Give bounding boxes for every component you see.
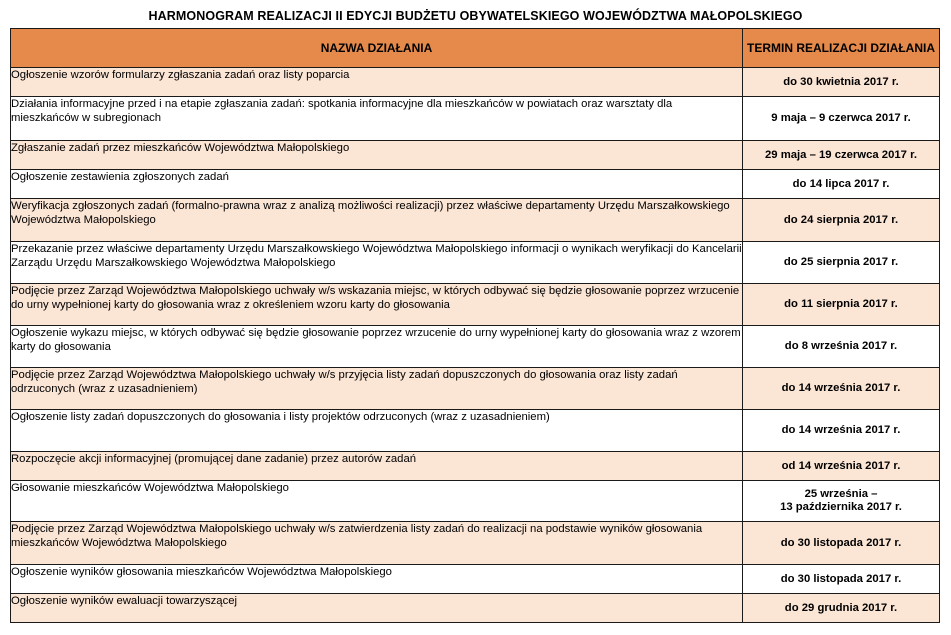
deadline-cell: do 14 września 2017 r. xyxy=(743,410,940,452)
deadline-cell: do 14 września 2017 r. xyxy=(743,368,940,410)
action-cell: Podjęcie przez Zarząd Województwa Małopolskiego uchwały w/s wskazania miejsc, w których odbywać się będzie głosowanie poprzez wrzucenie do urny wypełnionej karty do głosowania wraz z określeniem wzoru karty do głosowania xyxy=(11,284,743,326)
deadline-cell: do 11 sierpnia 2017 r. xyxy=(743,284,940,326)
action-cell: Działania informacyjne przed i na etapie zgłaszania zadań: spotkania informacyjne dla mieszkańców w powiatach oraz warsztaty dla mieszkańców w subregionach xyxy=(11,97,743,141)
deadline-cell: 29 maja – 19 czerwca 2017 r. xyxy=(743,141,940,170)
action-cell: Ogłoszenie wykazu miejsc, w których odbywać się będzie głosowanie poprzez wrzucenie do urny wypełnionej karty do głosowania wraz z wzorem karty do głosowania xyxy=(11,326,743,368)
action-cell: Ogłoszenie wyników ewaluacji towarzyszącej xyxy=(11,594,743,623)
deadline-cell: do 30 kwietnia 2017 r. xyxy=(743,68,940,97)
deadline-cell: do 14 lipca 2017 r. xyxy=(743,170,940,199)
action-cell: Ogłoszenie wzorów formularzy zgłaszania zadań oraz listy poparcia xyxy=(11,68,743,97)
action-cell: Ogłoszenie wyników głosowania mieszkańców Województwa Małopolskiego xyxy=(11,565,743,594)
table-row xyxy=(11,565,940,594)
deadline-cell: do 24 sierpnia 2017 r. xyxy=(743,199,940,242)
action-cell: Rozpoczęcie akcji informacyjnej (promującej dane zadanie) przez autorów zadań xyxy=(11,452,743,481)
action-cell: Weryfikacja zgłoszonych zadań (formalno-prawna wraz z analizą możliwości realizacji) przez właściwe departamenty Urzędu Marszałkowskiego Województwa Małopolskiego xyxy=(11,199,743,242)
deadline-cell: od 14 września 2017 r. xyxy=(743,452,940,481)
action-cell: Podjęcie przez Zarząd Województwa Małopolskiego uchwały w/s zatwierdzenia listy zadań do realizacji na podstawie wyników głosowania mieszkańców Województwa Małopolskiego xyxy=(11,522,743,565)
table-row xyxy=(11,410,940,452)
table-row xyxy=(11,170,940,199)
table-row xyxy=(11,141,940,170)
column-header-action: NAZWA DZIAŁANIA xyxy=(11,29,743,68)
table-row xyxy=(11,326,940,368)
deadline-cell xyxy=(743,481,940,522)
table-row xyxy=(11,594,940,623)
table-header-row xyxy=(11,29,940,68)
table-row xyxy=(11,97,940,141)
action-cell: Głosowanie mieszkańców Województwa Małopolskiego xyxy=(11,481,743,522)
table-row xyxy=(11,68,940,97)
action-cell: Zgłaszanie zadań przez mieszkańców Województwa Małopolskiego xyxy=(11,141,743,170)
table-row xyxy=(11,199,940,242)
deadline-cell: 9 maja – 9 czerwca 2017 r. xyxy=(743,97,940,141)
deadline-cell: do 8 września 2017 r. xyxy=(743,326,940,368)
table-row xyxy=(11,284,940,326)
action-cell: Ogłoszenie zestawienia zgłoszonych zadań xyxy=(11,170,743,199)
deadline-line-1: 25 września – xyxy=(804,488,878,500)
deadline-cell: do 25 sierpnia 2017 r. xyxy=(743,242,940,284)
schedule-table xyxy=(10,28,940,623)
action-cell: Podjęcie przez Zarząd Województwa Małopolskiego uchwały w/s przyjęcia listy zadań dopuszczonych do głosowania oraz listy zadań odrzuconych (wraz z uzasadnieniem) xyxy=(11,368,743,410)
table-row xyxy=(11,481,940,522)
table-row xyxy=(11,452,940,481)
action-cell: Ogłoszenie listy zadań dopuszczonych do głosowania i listy projektów odrzuconych (wraz z uzasadnieniem) xyxy=(11,410,743,452)
action-cell: Przekazanie przez właściwe departamenty Urzędu Marszałkowskiego Województwa Małopolskiego informacji o wynikach weryfikacji do Kancelarii Zarządu Urzędu Marszałkowskiego Województwa Małopolskiego xyxy=(11,242,743,284)
document-title: HARMONOGRAM REALIZACJI II EDYCJI BUDŻETU OBYWATELSKIEGO WOJEWÓDZTWA MAŁOPOLSKIEGO xyxy=(148,9,803,23)
deadline-cell: do 30 listopada 2017 r. xyxy=(743,565,940,594)
deadline-line-2: 13 października 2017 r. xyxy=(780,501,902,513)
deadline-cell: do 29 grudnia 2017 r. xyxy=(743,594,940,623)
column-header-deadline: TERMIN REALIZACJI DZIAŁANIA xyxy=(743,29,940,68)
table-row xyxy=(11,368,940,410)
table-row xyxy=(11,522,940,565)
deadline-cell: do 30 listopada 2017 r. xyxy=(743,522,940,565)
table-row xyxy=(11,242,940,284)
